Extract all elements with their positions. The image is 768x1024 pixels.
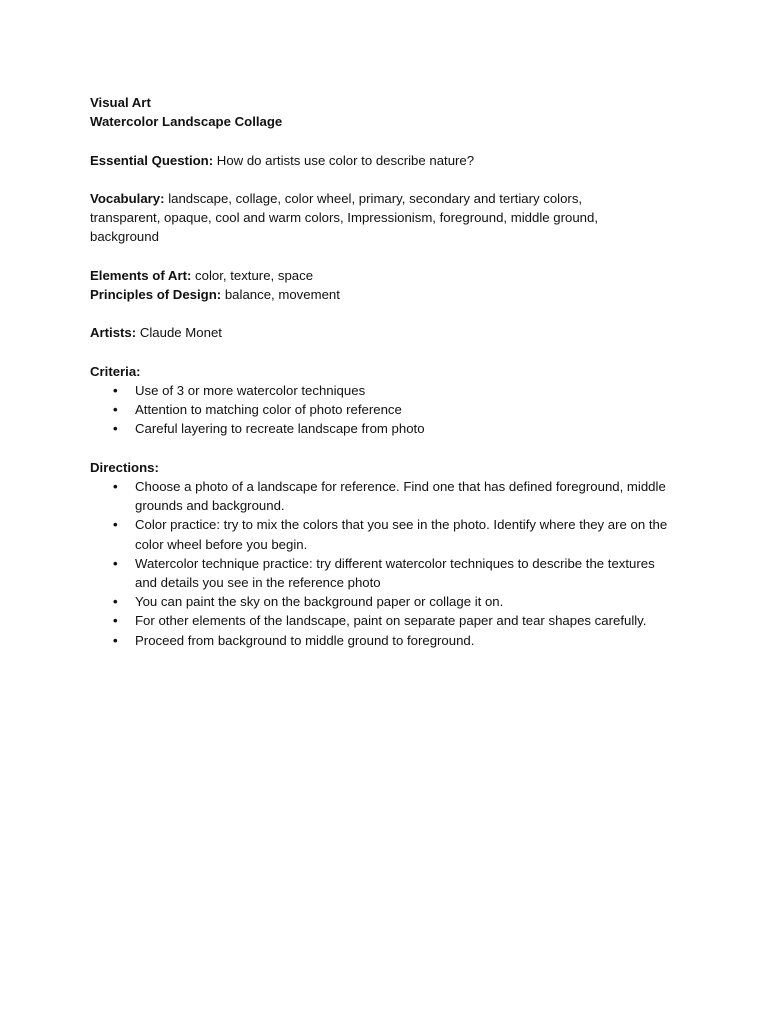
list-item: • You can paint the sky on the background paper or collage it on. <box>90 592 680 611</box>
list-item: • Use of 3 or more watercolor techniques <box>90 381 690 400</box>
list-item: • Attention to matching color of photo reference <box>90 400 690 419</box>
lesson-title: Watercolor Landscape Collage <box>90 114 283 130</box>
bullet-icon: • <box>113 478 118 494</box>
artists-text: Claude Monet <box>139 325 222 341</box>
list-item: • Choose a photo of a landscape for reference. Find one that has defined foreground, middle grounds and background. <box>113 478 666 514</box>
vocabulary-text: landscape, collage, color wheel, primary, secondary and tertiary colors, transparent, opaque, cool and warm colors, Impressionism, foreground, middle ground, background <box>90 190 598 245</box>
directions-heading: Directions: <box>90 459 159 475</box>
principles-of-design <box>90 285 690 304</box>
artists <box>90 323 690 342</box>
criteria-list <box>90 381 690 439</box>
essential-question-text: How do artists use color to describe nature? <box>216 152 475 168</box>
bullet-icon: • <box>113 555 118 571</box>
principles-of-design-text: balance, movement <box>224 286 340 302</box>
list-item: • Proceed from background to middle ground to foreground. <box>90 631 680 650</box>
spacer <box>90 304 690 323</box>
bullet-icon: • <box>113 632 118 648</box>
elements-of-art-text: color, texture, space <box>195 267 314 283</box>
bullet-icon: • <box>113 382 118 398</box>
spacer <box>90 343 690 362</box>
elements-of-art-label: Elements of Art: <box>90 267 192 283</box>
list-item: • For other elements of the landscape, paint on separate paper and tear shapes carefully. <box>90 611 680 630</box>
criteria-heading: Criteria: <box>90 363 141 379</box>
subject-heading: Visual Art <box>90 95 151 110</box>
list-item: • Careful layering to recreate landscape from photo <box>90 419 690 438</box>
bullet-icon: • <box>113 517 118 533</box>
bullet-icon: • <box>113 613 118 629</box>
bullet-icon: • <box>113 594 118 610</box>
essential-question-label: Essential Question: <box>90 152 214 168</box>
lesson-document <box>90 93 690 650</box>
directions-list <box>90 477 680 650</box>
artists-label: Artists: <box>90 325 137 341</box>
list-item: • Color practice: try to mix the colors that you see in the photo. Identify where they are on the color wheel before you begin. <box>113 517 668 552</box>
spacer <box>90 247 690 266</box>
spacer <box>90 170 690 189</box>
elements-of-art <box>90 266 690 285</box>
bullet-icon: • <box>113 402 118 418</box>
spacer <box>90 131 690 150</box>
vocabulary-label: Vocabulary: <box>90 190 165 206</box>
vocabulary <box>90 189 635 247</box>
principles-of-design-label: Principles of Design: <box>90 286 222 302</box>
bullet-icon: • <box>113 421 118 437</box>
list-item: • Watercolor technique practice: try different watercolor techniques to describe the textures and details you see in the reference photo <box>113 555 655 590</box>
essential-question <box>90 151 690 170</box>
spacer <box>90 439 690 458</box>
